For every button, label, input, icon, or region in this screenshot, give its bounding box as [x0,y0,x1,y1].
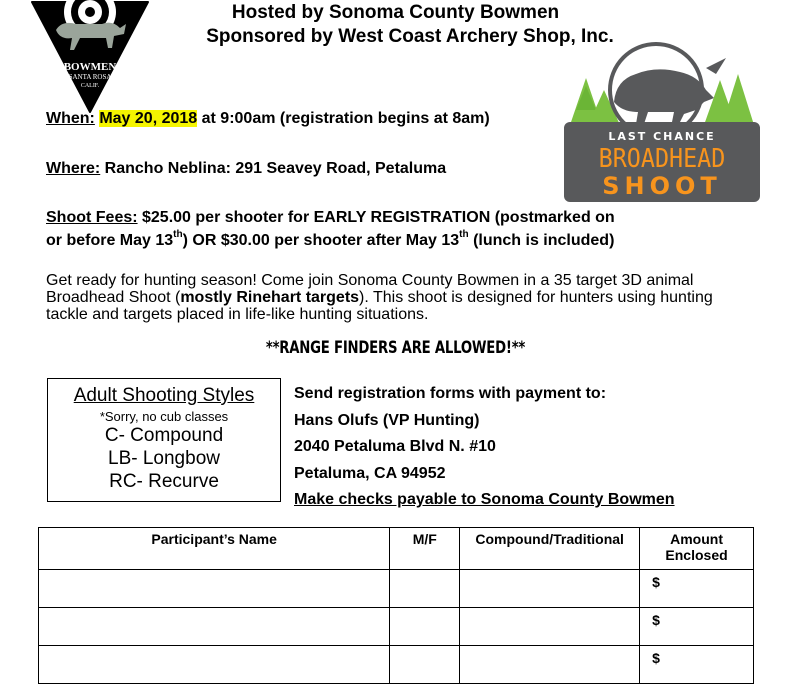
range-finders-notice: **RANGE FINDERS ARE ALLOWED!** [265,338,526,358]
table-row [39,646,754,684]
where-label: Where: [46,160,101,177]
event-logo-text-3: SHOOT [602,172,722,200]
fees-label: Shoot Fees: [46,209,138,226]
event-logo-text-2: BROADHEAD [598,142,726,174]
mailing-instructions [294,381,675,514]
hosted-by-heading: Hosted by Sonoma County Bowmen [231,2,560,23]
dollar-sign: $ [652,650,660,666]
event-logo-text-1: LAST CHANCE [608,130,716,143]
club-logo-text-2: SANTA ROSA [68,73,112,81]
table-header-row [39,528,754,570]
send-heading: Send registration forms with payment to: [294,385,607,402]
style-longbow: LB- Longbow [108,448,220,469]
style-cell[interactable] [460,646,640,684]
fees-sup-2: th [459,229,469,240]
style-compound: C- Compound [104,425,224,446]
table-row [39,608,754,646]
name-cell[interactable] [39,570,390,608]
shooting-styles-note: *Sorry, no cub classes [99,409,229,424]
mf-cell[interactable] [390,646,460,684]
col-style: Compound/Traditional [460,528,640,570]
club-logo-text-1: BOWMEN [63,61,117,73]
style-recurve: RC- Recurve [109,471,219,492]
event-date: May 20, 2018 [99,110,198,127]
description-bold: mostly Rinehart targets [180,289,360,306]
broadhead-shoot-logo [556,40,762,205]
fees-sup-1: th [173,229,183,240]
mf-cell[interactable] [390,570,460,608]
shoot-fees-line-2 [46,229,615,250]
amount-cell[interactable] [640,608,754,646]
event-where [46,160,446,178]
style-cell[interactable] [460,570,640,608]
description-text-1: Get ready for hunting season! Come join Sonoma County Bowmen in a 35 target 3D animal Broadhead Shoot ( [46,272,694,306]
shooting-styles-title: Adult Shooting Styles [73,385,255,406]
col-amount: Amount Enclosed [640,528,754,570]
club-logo-text-3: CALIF. [80,83,100,89]
dollar-sign: $ [652,574,660,590]
event-description [46,272,736,323]
event-when [46,110,490,128]
shooting-styles-box [47,378,281,502]
col-participant-name: Participant’s Name [39,528,390,570]
description-text-2: ). This shoot is designed for hunters using hunting tackle and targets placed in life-like hunting situations. [46,289,713,323]
fees-text-3: ) OR $30.00 per shooter after May 13 [182,232,460,249]
style-cell[interactable] [460,608,640,646]
dollar-sign: $ [652,612,660,628]
col-mf: M/F [390,528,460,570]
mf-cell[interactable] [390,608,460,646]
recipient-name: Hans Olufs (VP Hunting) [294,411,480,429]
name-cell[interactable] [39,646,390,684]
fees-text-2: or before May 13 [46,232,174,249]
event-location: Rancho Neblina: 291 Seavey Road, Petaluma [100,160,447,177]
recipient-city: Petaluma, CA 94952 [294,464,446,482]
amount-cell[interactable] [640,646,754,684]
table-row [39,570,754,608]
registration-table [38,527,754,684]
recipient-street: 2040 Petaluma Blvd N. #10 [294,438,496,455]
event-time: at 9:00am (registration begins at 8am) [197,110,490,127]
sponsored-by-heading: Sponsored by West Coast Archery Shop, Inc. [206,26,614,47]
shoot-fees-line-1 [46,209,615,227]
fees-text-4: (lunch is included) [468,232,615,249]
name-cell[interactable] [39,608,390,646]
payable-note: Make checks payable to Sonoma County Bowmen [294,491,675,508]
when-label: When: [46,110,95,127]
fees-text-1: $25.00 per shooter for EARLY REGISTRATION (postmarked on [137,209,615,226]
amount-cell[interactable] [640,570,754,608]
